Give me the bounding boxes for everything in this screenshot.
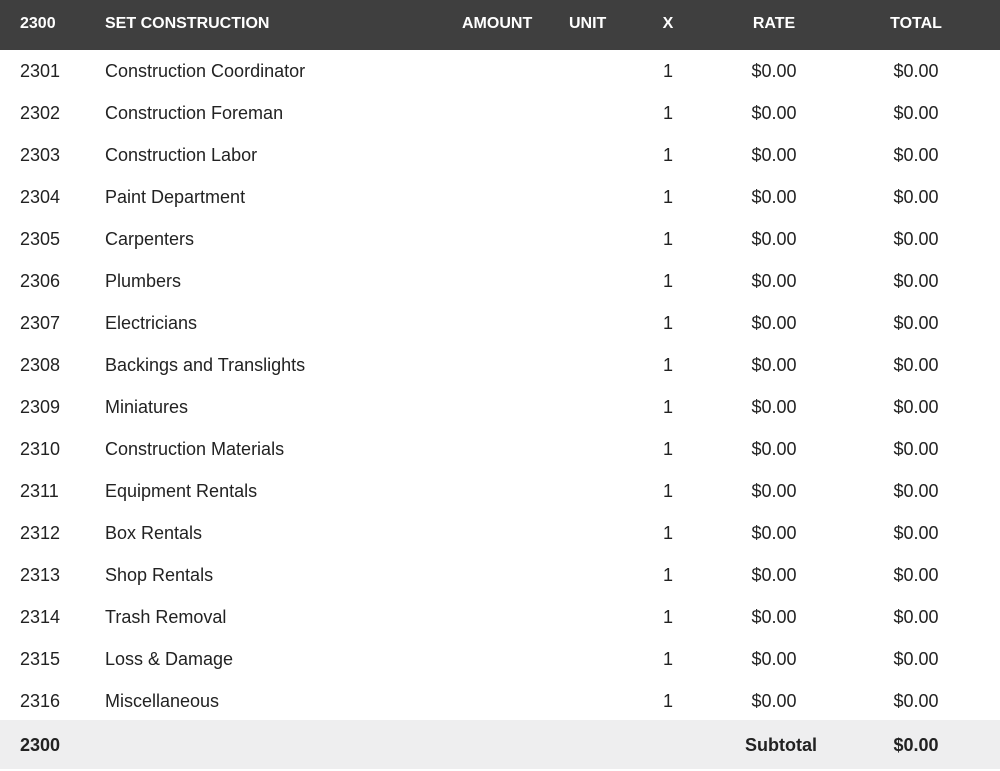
line-item-x: 1 (662, 187, 673, 207)
line-item-total: $0.00 (893, 271, 939, 291)
line-item-description: Construction Labor (105, 145, 258, 165)
subtotal-label: Subtotal (745, 735, 817, 755)
line-item-total: $0.00 (893, 61, 939, 81)
header-unit: UNIT (569, 15, 607, 32)
line-item-total: $0.00 (893, 649, 939, 669)
line-item-rate: $0.00 (751, 481, 797, 501)
line-item-description: Loss & Damage (105, 649, 234, 669)
line-item-x: 1 (662, 649, 673, 669)
line-item-code: 2308 (20, 355, 61, 375)
line-item-code: 2303 (20, 145, 61, 165)
table-row (0, 260, 1000, 302)
table-row (0, 134, 1000, 176)
line-item-x: 1 (662, 145, 673, 165)
line-item-description: Construction Materials (105, 439, 285, 459)
line-item-rate: $0.00 (751, 103, 797, 123)
line-item-code: 2304 (20, 187, 61, 207)
line-item-rate: $0.00 (751, 187, 797, 207)
line-item-description: Trash Removal (105, 607, 227, 627)
line-item-code: 2302 (20, 103, 61, 123)
line-item-code: 2305 (20, 229, 61, 249)
line-item-x: 1 (662, 397, 673, 417)
subtotal-value: $0.00 (893, 735, 939, 755)
line-item-total: $0.00 (893, 397, 939, 417)
line-item-code: 2312 (20, 523, 61, 543)
line-item-code: 2301 (20, 61, 61, 81)
line-item-code: 2311 (20, 481, 59, 501)
line-item-total: $0.00 (893, 103, 939, 123)
line-item-code: 2306 (20, 271, 61, 291)
line-item-description: Construction Foreman (105, 103, 284, 123)
table-row (0, 554, 1000, 596)
line-item-description: Miniatures (105, 397, 189, 417)
line-item-x: 1 (662, 313, 673, 333)
line-item-total: $0.00 (893, 229, 939, 249)
line-item-rate: $0.00 (751, 649, 797, 669)
line-item-total: $0.00 (893, 355, 939, 375)
line-item-total: $0.00 (893, 187, 939, 207)
table-row (0, 428, 1000, 470)
line-item-description: Box Rentals (105, 523, 203, 543)
line-item-x: 1 (662, 691, 673, 711)
line-item-code: 2309 (20, 397, 61, 417)
line-item-x: 1 (662, 565, 673, 585)
line-item-x: 1 (662, 355, 673, 375)
header-rate: RATE (752, 15, 796, 32)
line-item-code: 2314 (20, 607, 61, 627)
table-row (0, 512, 1000, 554)
table-row (0, 302, 1000, 344)
line-item-x: 1 (662, 439, 673, 459)
table-row (0, 176, 1000, 218)
line-item-total: $0.00 (893, 607, 939, 627)
table-row (0, 386, 1000, 428)
table-header (0, 0, 1000, 50)
table-row (0, 680, 1000, 722)
line-item-code: 2313 (20, 565, 61, 585)
table-row (0, 470, 1000, 512)
table-body (0, 50, 1000, 722)
line-item-description: Carpenters (105, 229, 195, 249)
line-item-description: Shop Rentals (105, 565, 214, 585)
line-item-description: Paint Department (105, 187, 246, 207)
line-item-rate: $0.00 (751, 523, 797, 543)
line-item-description: Equipment Rentals (105, 481, 258, 501)
table-row (0, 92, 1000, 134)
line-item-rate: $0.00 (751, 691, 797, 711)
line-item-rate: $0.00 (751, 355, 797, 375)
line-item-total: $0.00 (893, 691, 939, 711)
line-item-code: 2316 (20, 691, 61, 711)
line-item-total: $0.00 (893, 481, 939, 501)
line-item-total: $0.00 (893, 145, 939, 165)
header-x: X (662, 15, 674, 32)
line-item-rate: $0.00 (751, 397, 797, 417)
header-total: TOTAL (890, 15, 942, 32)
subtotal-row (0, 720, 1000, 769)
line-item-x: 1 (662, 229, 673, 249)
line-item-x: 1 (662, 607, 673, 627)
line-item-description: Electricians (105, 313, 198, 333)
line-item-code: 2307 (20, 313, 61, 333)
line-item-rate: $0.00 (751, 439, 797, 459)
line-item-total: $0.00 (893, 313, 939, 333)
header-section-title: SET CONSTRUCTION (105, 15, 270, 32)
line-item-x: 1 (662, 103, 673, 123)
header-amount: AMOUNT (462, 15, 533, 32)
line-item-rate: $0.00 (751, 61, 797, 81)
line-item-x: 1 (662, 481, 673, 501)
line-item-rate: $0.00 (751, 229, 797, 249)
table-row (0, 344, 1000, 386)
line-item-code: 2310 (20, 439, 61, 459)
line-item-description: Backings and Translights (105, 355, 306, 375)
line-item-description: Construction Coordinator (105, 61, 306, 81)
line-item-x: 1 (662, 271, 673, 291)
line-item-description: Miscellaneous (105, 691, 220, 711)
line-item-total: $0.00 (893, 565, 939, 585)
table-row (0, 596, 1000, 638)
subtotal-account-code: 2300 (20, 735, 61, 755)
line-item-rate: $0.00 (751, 607, 797, 627)
line-item-rate: $0.00 (751, 565, 797, 585)
table-row (0, 50, 1000, 92)
header-account-code: 2300 (20, 15, 56, 32)
line-item-code: 2315 (20, 649, 61, 669)
line-item-x: 1 (662, 61, 673, 81)
line-item-x: 1 (662, 523, 673, 543)
table-row (0, 638, 1000, 680)
line-item-rate: $0.00 (751, 145, 797, 165)
line-item-rate: $0.00 (751, 313, 797, 333)
line-item-rate: $0.00 (751, 271, 797, 291)
line-item-total: $0.00 (893, 439, 939, 459)
table-row (0, 218, 1000, 260)
line-item-description: Plumbers (105, 271, 182, 291)
line-item-total: $0.00 (893, 523, 939, 543)
